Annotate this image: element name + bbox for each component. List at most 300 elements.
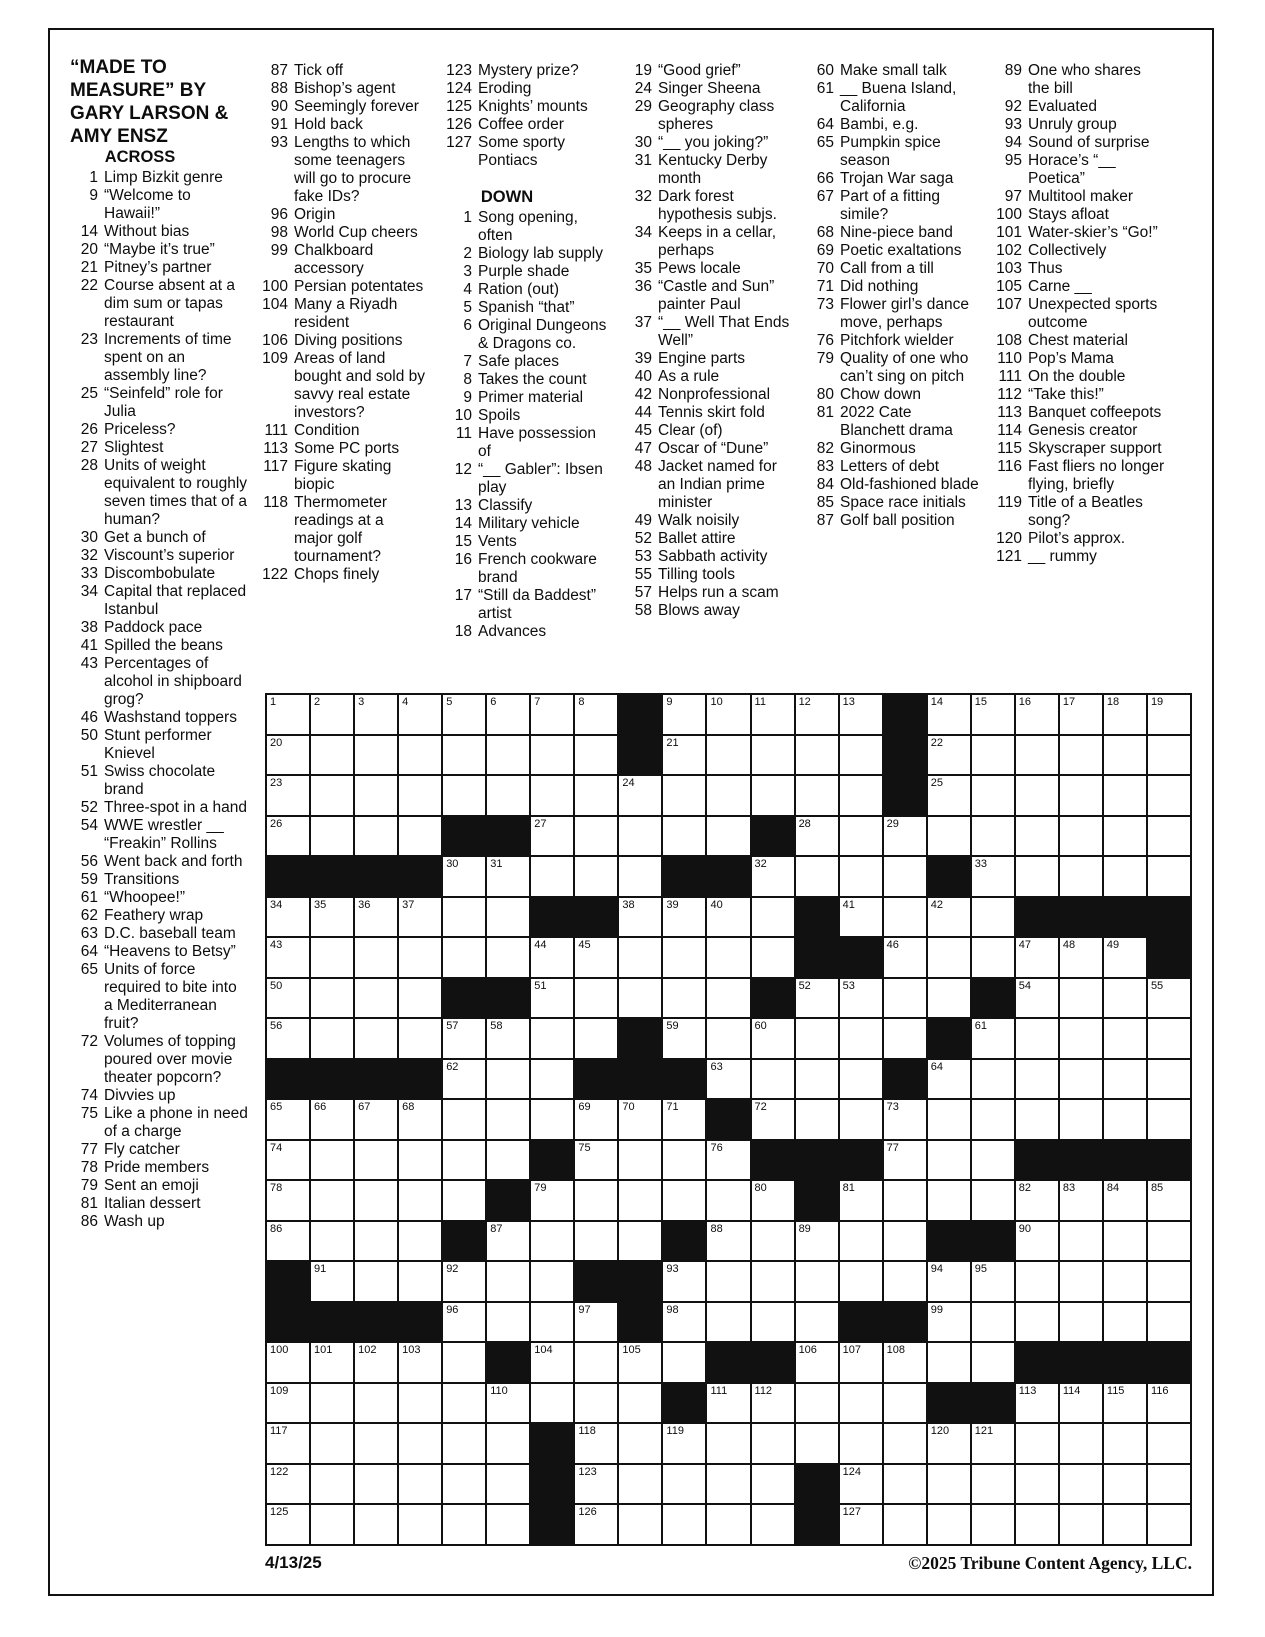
- grid-cell[interactable]: [443, 1343, 485, 1382]
- grid-cell[interactable]: [928, 695, 970, 734]
- grid-cell[interactable]: [355, 817, 397, 856]
- grid-cell[interactable]: [487, 1424, 529, 1463]
- grid-cell[interactable]: [575, 695, 617, 734]
- grid-cell[interactable]: [443, 1505, 485, 1544]
- grid-cell[interactable]: [619, 1222, 661, 1261]
- grid-cell[interactable]: [1016, 1222, 1058, 1261]
- grid-cell[interactable]: [487, 898, 529, 937]
- grid-cell[interactable]: [928, 1262, 970, 1301]
- grid-cell[interactable]: [311, 1019, 353, 1058]
- grid-cell[interactable]: [663, 1343, 705, 1382]
- grid-cell[interactable]: [619, 776, 661, 815]
- grid-cell[interactable]: [443, 1424, 485, 1463]
- grid-cell[interactable]: [531, 1222, 573, 1261]
- grid-cell[interactable]: [619, 1424, 661, 1463]
- grid-cell[interactable]: [355, 1262, 397, 1301]
- grid-cell[interactable]: [840, 1262, 882, 1301]
- grid-cell[interactable]: [1148, 1100, 1190, 1139]
- grid-cell[interactable]: [355, 1465, 397, 1504]
- grid-cell[interactable]: [752, 898, 794, 937]
- grid-cell[interactable]: [487, 1384, 529, 1423]
- grid-cell[interactable]: [531, 857, 573, 896]
- grid-cell[interactable]: [355, 776, 397, 815]
- grid-cell[interactable]: [575, 938, 617, 977]
- grid-cell[interactable]: [663, 1505, 705, 1544]
- grid-cell[interactable]: [487, 1060, 529, 1099]
- grid-cell[interactable]: [972, 1181, 1014, 1220]
- grid-cell[interactable]: [619, 1181, 661, 1220]
- grid-cell[interactable]: [399, 1384, 441, 1423]
- grid-cell[interactable]: [531, 938, 573, 977]
- grid-cell[interactable]: [443, 1100, 485, 1139]
- grid-cell[interactable]: [531, 979, 573, 1018]
- grid-cell[interactable]: [531, 1303, 573, 1342]
- grid-cell[interactable]: [1060, 1060, 1102, 1099]
- grid-cell[interactable]: [1016, 817, 1058, 856]
- grid-cell[interactable]: [267, 776, 309, 815]
- grid-cell[interactable]: [840, 1019, 882, 1058]
- grid-cell[interactable]: [487, 1505, 529, 1544]
- grid-cell[interactable]: [928, 979, 970, 1018]
- grid-cell[interactable]: [1104, 1465, 1146, 1504]
- grid-cell[interactable]: [531, 736, 573, 775]
- grid-cell[interactable]: [487, 776, 529, 815]
- grid-cell[interactable]: [663, 736, 705, 775]
- grid-cell[interactable]: [707, 1222, 749, 1261]
- grid-cell[interactable]: [531, 1384, 573, 1423]
- grid-cell[interactable]: [311, 898, 353, 937]
- grid-cell[interactable]: [399, 1465, 441, 1504]
- grid-cell[interactable]: [399, 898, 441, 937]
- grid-cell[interactable]: [311, 736, 353, 775]
- grid-cell[interactable]: [1104, 1303, 1146, 1342]
- grid-cell[interactable]: [840, 857, 882, 896]
- grid-cell[interactable]: [355, 1424, 397, 1463]
- grid-cell[interactable]: [267, 1100, 309, 1139]
- grid-cell[interactable]: [840, 695, 882, 734]
- grid-cell[interactable]: [531, 1181, 573, 1220]
- grid-cell[interactable]: [443, 1141, 485, 1180]
- grid-cell[interactable]: [1148, 1424, 1190, 1463]
- grid-cell[interactable]: [752, 695, 794, 734]
- grid-cell[interactable]: [752, 1019, 794, 1058]
- grid-cell[interactable]: [707, 1303, 749, 1342]
- grid-cell[interactable]: [663, 938, 705, 977]
- grid-cell[interactable]: [972, 857, 1014, 896]
- grid-cell[interactable]: [796, 1303, 838, 1342]
- grid-cell[interactable]: [311, 1100, 353, 1139]
- grid-cell[interactable]: [796, 736, 838, 775]
- grid-cell[interactable]: [972, 1465, 1014, 1504]
- grid-cell[interactable]: [1060, 1303, 1102, 1342]
- grid-cell[interactable]: [1060, 1100, 1102, 1139]
- grid-cell[interactable]: [443, 1465, 485, 1504]
- grid-cell[interactable]: [443, 1303, 485, 1342]
- grid-cell[interactable]: [1148, 1465, 1190, 1504]
- grid-cell[interactable]: [663, 898, 705, 937]
- grid-cell[interactable]: [531, 1100, 573, 1139]
- grid-cell[interactable]: [355, 938, 397, 977]
- grid-cell[interactable]: [575, 1222, 617, 1261]
- grid-cell[interactable]: [707, 898, 749, 937]
- grid-cell[interactable]: [399, 1505, 441, 1544]
- grid-cell[interactable]: [972, 1343, 1014, 1382]
- grid-cell[interactable]: [752, 1181, 794, 1220]
- grid-cell[interactable]: [663, 1181, 705, 1220]
- grid-cell[interactable]: [884, 1181, 926, 1220]
- grid-cell[interactable]: [707, 1060, 749, 1099]
- grid-cell[interactable]: [840, 979, 882, 1018]
- grid-cell[interactable]: [1104, 1384, 1146, 1423]
- grid-cell[interactable]: [575, 1424, 617, 1463]
- grid-cell[interactable]: [796, 1222, 838, 1261]
- grid-cell[interactable]: [928, 1424, 970, 1463]
- grid-cell[interactable]: [707, 817, 749, 856]
- grid-cell[interactable]: [267, 979, 309, 1018]
- grid-cell[interactable]: [575, 776, 617, 815]
- grid-cell[interactable]: [1060, 938, 1102, 977]
- grid-cell[interactable]: [619, 1465, 661, 1504]
- grid-cell[interactable]: [267, 817, 309, 856]
- grid-cell[interactable]: [884, 1343, 926, 1382]
- grid-cell[interactable]: [752, 1100, 794, 1139]
- grid-cell[interactable]: [840, 1505, 882, 1544]
- grid-cell[interactable]: [443, 1181, 485, 1220]
- grid-cell[interactable]: [1104, 1424, 1146, 1463]
- grid-cell[interactable]: [884, 817, 926, 856]
- grid-cell[interactable]: [1148, 817, 1190, 856]
- grid-cell[interactable]: [707, 1384, 749, 1423]
- grid-cell[interactable]: [311, 938, 353, 977]
- grid-cell[interactable]: [884, 857, 926, 896]
- grid-cell[interactable]: [972, 1141, 1014, 1180]
- grid-cell[interactable]: [575, 1181, 617, 1220]
- grid-cell[interactable]: [311, 1141, 353, 1180]
- grid-cell[interactable]: [796, 1384, 838, 1423]
- grid-cell[interactable]: [443, 938, 485, 977]
- grid-cell[interactable]: [707, 1141, 749, 1180]
- grid-cell[interactable]: [884, 979, 926, 1018]
- grid-cell[interactable]: [928, 776, 970, 815]
- grid-cell[interactable]: [1016, 1181, 1058, 1220]
- grid-cell[interactable]: [796, 695, 838, 734]
- grid-cell[interactable]: [707, 1505, 749, 1544]
- grid-cell[interactable]: [1104, 1100, 1146, 1139]
- grid-cell[interactable]: [752, 1465, 794, 1504]
- grid-cell[interactable]: [752, 1505, 794, 1544]
- grid-cell[interactable]: [267, 1343, 309, 1382]
- grid-cell[interactable]: [796, 1060, 838, 1099]
- grid-cell[interactable]: [707, 938, 749, 977]
- grid-cell[interactable]: [884, 1222, 926, 1261]
- grid-cell[interactable]: [311, 1465, 353, 1504]
- grid-cell[interactable]: [1060, 1424, 1102, 1463]
- grid-cell[interactable]: [1016, 1465, 1058, 1504]
- grid-cell[interactable]: [487, 695, 529, 734]
- grid-cell[interactable]: [840, 1100, 882, 1139]
- grid-cell[interactable]: [796, 1019, 838, 1058]
- grid-cell[interactable]: [1016, 1424, 1058, 1463]
- grid-cell[interactable]: [752, 857, 794, 896]
- grid-cell[interactable]: [796, 1262, 838, 1301]
- grid-cell[interactable]: [487, 857, 529, 896]
- grid-cell[interactable]: [1104, 1181, 1146, 1220]
- grid-cell[interactable]: [443, 857, 485, 896]
- grid-cell[interactable]: [928, 1505, 970, 1544]
- grid-cell[interactable]: [707, 736, 749, 775]
- grid-cell[interactable]: [752, 1303, 794, 1342]
- grid-cell[interactable]: [1016, 1505, 1058, 1544]
- grid-cell[interactable]: [1148, 1060, 1190, 1099]
- grid-cell[interactable]: [707, 1262, 749, 1301]
- grid-cell[interactable]: [355, 979, 397, 1018]
- grid-cell[interactable]: [399, 736, 441, 775]
- grid-cell[interactable]: [355, 1222, 397, 1261]
- grid-cell[interactable]: [1148, 1505, 1190, 1544]
- grid-cell[interactable]: [1060, 979, 1102, 1018]
- grid-cell[interactable]: [1148, 1222, 1190, 1261]
- grid-cell[interactable]: [311, 1424, 353, 1463]
- grid-cell[interactable]: [399, 1343, 441, 1382]
- grid-cell[interactable]: [575, 857, 617, 896]
- grid-cell[interactable]: [928, 817, 970, 856]
- grid-cell[interactable]: [752, 776, 794, 815]
- grid-cell[interactable]: [1016, 1384, 1058, 1423]
- grid-cell[interactable]: [840, 1424, 882, 1463]
- grid-cell[interactable]: [972, 1303, 1014, 1342]
- grid-cell[interactable]: [1060, 1181, 1102, 1220]
- grid-cell[interactable]: [752, 1384, 794, 1423]
- grid-cell[interactable]: [311, 979, 353, 1018]
- grid-cell[interactable]: [355, 736, 397, 775]
- grid-cell[interactable]: [1104, 857, 1146, 896]
- grid-cell[interactable]: [311, 776, 353, 815]
- grid-cell[interactable]: [355, 898, 397, 937]
- grid-cell[interactable]: [487, 1141, 529, 1180]
- grid-cell[interactable]: [443, 1262, 485, 1301]
- grid-cell[interactable]: [796, 817, 838, 856]
- grid-cell[interactable]: [663, 1019, 705, 1058]
- grid-cell[interactable]: [487, 1222, 529, 1261]
- grid-cell[interactable]: [663, 1141, 705, 1180]
- grid-cell[interactable]: [928, 736, 970, 775]
- grid-cell[interactable]: [884, 1424, 926, 1463]
- grid-cell[interactable]: [972, 817, 1014, 856]
- grid-cell[interactable]: [1060, 1222, 1102, 1261]
- grid-cell[interactable]: [663, 979, 705, 1018]
- grid-cell[interactable]: [1060, 1262, 1102, 1301]
- grid-cell[interactable]: [1148, 1384, 1190, 1423]
- grid-cell[interactable]: [663, 1465, 705, 1504]
- grid-cell[interactable]: [796, 857, 838, 896]
- grid-cell[interactable]: [1060, 817, 1102, 856]
- grid-cell[interactable]: [1016, 1019, 1058, 1058]
- grid-cell[interactable]: [928, 1303, 970, 1342]
- grid-cell[interactable]: [267, 1384, 309, 1423]
- grid-cell[interactable]: [972, 1505, 1014, 1544]
- grid-cell[interactable]: [1060, 1019, 1102, 1058]
- grid-cell[interactable]: [752, 1262, 794, 1301]
- grid-cell[interactable]: [267, 1465, 309, 1504]
- grid-cell[interactable]: [707, 776, 749, 815]
- grid-cell[interactable]: [663, 817, 705, 856]
- grid-cell[interactable]: [1104, 695, 1146, 734]
- grid-cell[interactable]: [1060, 857, 1102, 896]
- grid-cell[interactable]: [399, 1181, 441, 1220]
- grid-cell[interactable]: [1060, 695, 1102, 734]
- grid-cell[interactable]: [663, 1424, 705, 1463]
- grid-cell[interactable]: [972, 898, 1014, 937]
- grid-cell[interactable]: [267, 1181, 309, 1220]
- grid-cell[interactable]: [575, 817, 617, 856]
- grid-cell[interactable]: [267, 1424, 309, 1463]
- grid-cell[interactable]: [663, 776, 705, 815]
- grid-cell[interactable]: [840, 1465, 882, 1504]
- grid-cell[interactable]: [752, 1060, 794, 1099]
- grid-cell[interactable]: [884, 1505, 926, 1544]
- grid-cell[interactable]: [487, 1303, 529, 1342]
- grid-cell[interactable]: [707, 695, 749, 734]
- grid-cell[interactable]: [267, 736, 309, 775]
- grid-cell[interactable]: [355, 695, 397, 734]
- grid-cell[interactable]: [575, 1303, 617, 1342]
- grid-cell[interactable]: [619, 817, 661, 856]
- grid-cell[interactable]: [1016, 979, 1058, 1018]
- grid-cell[interactable]: [531, 776, 573, 815]
- grid-cell[interactable]: [531, 1262, 573, 1301]
- grid-cell[interactable]: [399, 1100, 441, 1139]
- grid-cell[interactable]: [1148, 736, 1190, 775]
- grid-cell[interactable]: [707, 1181, 749, 1220]
- grid-cell[interactable]: [443, 776, 485, 815]
- grid-cell[interactable]: [487, 736, 529, 775]
- grid-cell[interactable]: [972, 736, 1014, 775]
- grid-cell[interactable]: [1016, 776, 1058, 815]
- grid-cell[interactable]: [1016, 695, 1058, 734]
- grid-cell[interactable]: [972, 938, 1014, 977]
- grid-cell[interactable]: [928, 1465, 970, 1504]
- grid-cell[interactable]: [355, 1181, 397, 1220]
- grid-cell[interactable]: [663, 1262, 705, 1301]
- grid-cell[interactable]: [1148, 1262, 1190, 1301]
- grid-cell[interactable]: [575, 1465, 617, 1504]
- grid-cell[interactable]: [311, 1505, 353, 1544]
- grid-cell[interactable]: [972, 1424, 1014, 1463]
- grid-cell[interactable]: [487, 1465, 529, 1504]
- grid-cell[interactable]: [531, 1060, 573, 1099]
- grid-cell[interactable]: [619, 979, 661, 1018]
- grid-cell[interactable]: [840, 1343, 882, 1382]
- grid-cell[interactable]: [443, 736, 485, 775]
- grid-cell[interactable]: [796, 979, 838, 1018]
- grid-cell[interactable]: [487, 1019, 529, 1058]
- grid-cell[interactable]: [443, 1019, 485, 1058]
- grid-cell[interactable]: [840, 776, 882, 815]
- grid-cell[interactable]: [1104, 1222, 1146, 1261]
- grid-cell[interactable]: [1016, 1100, 1058, 1139]
- grid-cell[interactable]: [619, 1505, 661, 1544]
- grid-cell[interactable]: [1104, 1505, 1146, 1544]
- grid-cell[interactable]: [884, 1019, 926, 1058]
- grid-cell[interactable]: [884, 1141, 926, 1180]
- grid-cell[interactable]: [399, 1262, 441, 1301]
- grid-cell[interactable]: [443, 898, 485, 937]
- grid-cell[interactable]: [443, 1060, 485, 1099]
- grid-cell[interactable]: [267, 938, 309, 977]
- grid-cell[interactable]: [1016, 1060, 1058, 1099]
- grid-cell[interactable]: [1148, 1019, 1190, 1058]
- grid-cell[interactable]: [487, 938, 529, 977]
- grid-cell[interactable]: [399, 776, 441, 815]
- grid-cell[interactable]: [884, 1100, 926, 1139]
- grid-cell[interactable]: [311, 1181, 353, 1220]
- grid-cell[interactable]: [928, 1343, 970, 1382]
- grid-cell[interactable]: [619, 1141, 661, 1180]
- grid-cell[interactable]: [1016, 857, 1058, 896]
- grid-cell[interactable]: [443, 1384, 485, 1423]
- grid-cell[interactable]: [311, 1222, 353, 1261]
- grid-cell[interactable]: [575, 1343, 617, 1382]
- grid-cell[interactable]: [796, 776, 838, 815]
- grid-cell[interactable]: [575, 1100, 617, 1139]
- grid-cell[interactable]: [972, 1019, 1014, 1058]
- grid-cell[interactable]: [619, 1100, 661, 1139]
- grid-cell[interactable]: [531, 817, 573, 856]
- grid-cell[interactable]: [267, 1019, 309, 1058]
- grid-cell[interactable]: [1104, 776, 1146, 815]
- grid-cell[interactable]: [972, 776, 1014, 815]
- grid-cell[interactable]: [796, 1424, 838, 1463]
- grid-cell[interactable]: [1104, 979, 1146, 1018]
- grid-cell[interactable]: [399, 938, 441, 977]
- grid-cell[interactable]: [972, 1262, 1014, 1301]
- grid-cell[interactable]: [487, 1100, 529, 1139]
- grid-cell[interactable]: [619, 1343, 661, 1382]
- grid-cell[interactable]: [619, 857, 661, 896]
- grid-cell[interactable]: [399, 817, 441, 856]
- grid-cell[interactable]: [575, 1019, 617, 1058]
- grid-cell[interactable]: [311, 695, 353, 734]
- grid-cell[interactable]: [1104, 1019, 1146, 1058]
- grid-cell[interactable]: [928, 1181, 970, 1220]
- grid-cell[interactable]: [619, 938, 661, 977]
- grid-cell[interactable]: [355, 1343, 397, 1382]
- grid-cell[interactable]: [840, 1181, 882, 1220]
- grid-cell[interactable]: [707, 1019, 749, 1058]
- grid-cell[interactable]: [1060, 736, 1102, 775]
- grid-cell[interactable]: [1104, 817, 1146, 856]
- grid-cell[interactable]: [884, 1262, 926, 1301]
- grid-cell[interactable]: [1060, 1465, 1102, 1504]
- grid-cell[interactable]: [928, 938, 970, 977]
- grid-cell[interactable]: [1148, 857, 1190, 896]
- grid-cell[interactable]: [752, 938, 794, 977]
- grid-cell[interactable]: [1148, 1303, 1190, 1342]
- grid-cell[interactable]: [663, 1100, 705, 1139]
- grid-cell[interactable]: [928, 1060, 970, 1099]
- grid-cell[interactable]: [1016, 938, 1058, 977]
- grid-cell[interactable]: [752, 736, 794, 775]
- grid-cell[interactable]: [707, 1465, 749, 1504]
- grid-cell[interactable]: [355, 1100, 397, 1139]
- grid-cell[interactable]: [1148, 1181, 1190, 1220]
- grid-cell[interactable]: [575, 1505, 617, 1544]
- grid-cell[interactable]: [1016, 736, 1058, 775]
- grid-cell[interactable]: [707, 979, 749, 1018]
- grid-cell[interactable]: [1060, 1384, 1102, 1423]
- grid-cell[interactable]: [796, 1100, 838, 1139]
- grid-cell[interactable]: [399, 1141, 441, 1180]
